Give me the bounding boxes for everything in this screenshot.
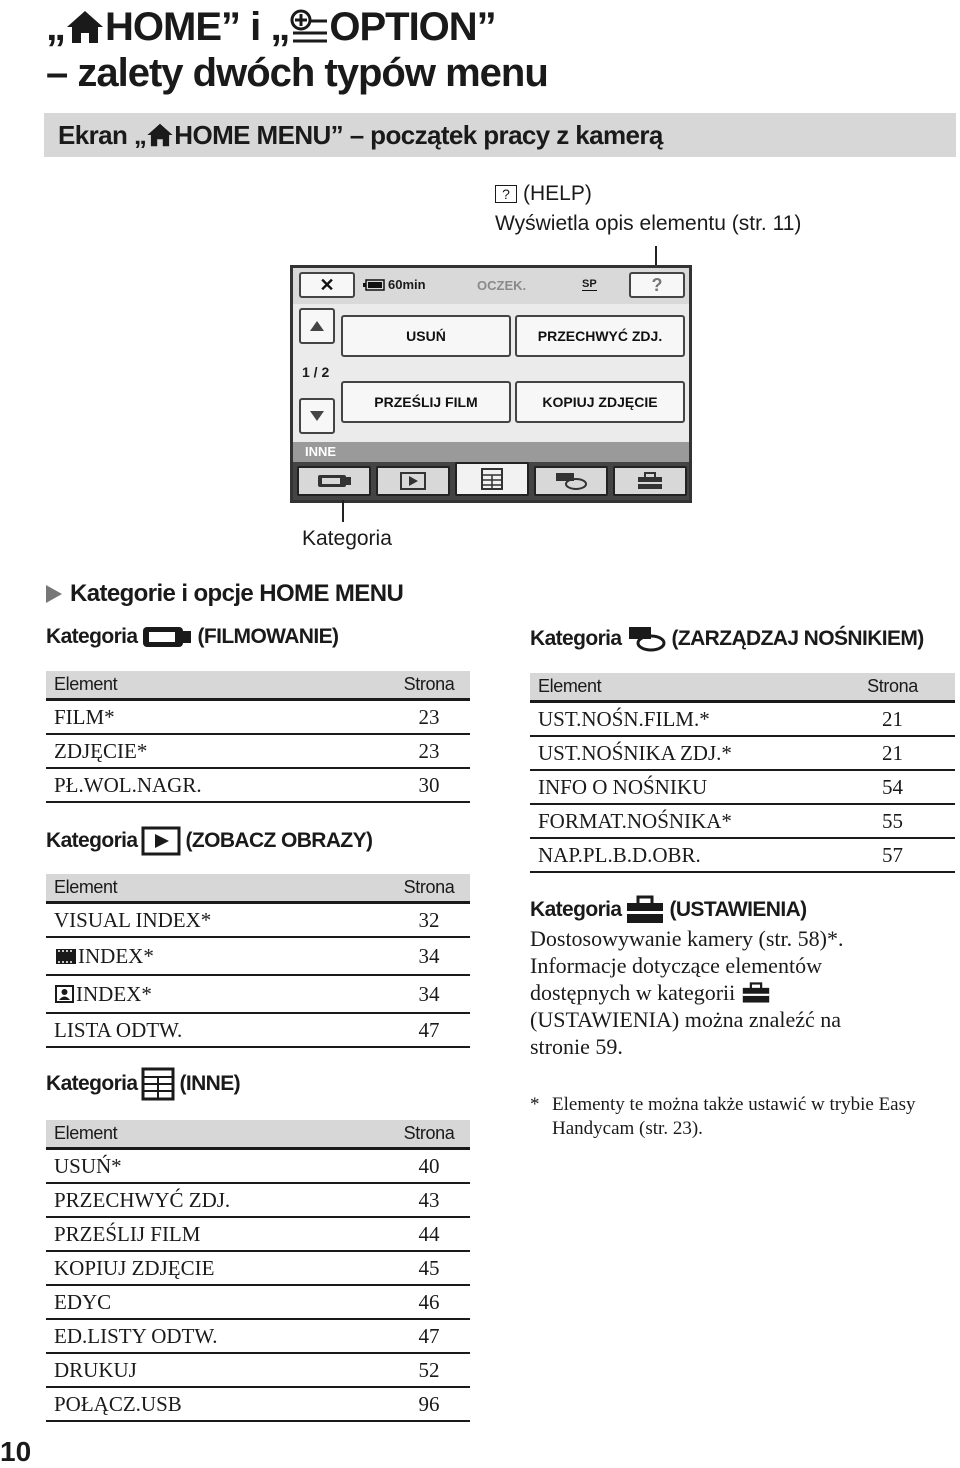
table-row: [46, 1320, 470, 1354]
row-item: ED.LISTY ODTW.: [54, 1323, 218, 1348]
arrow-up-icon: [310, 321, 324, 331]
footnote-line: Handycam (str. 23).: [552, 1118, 703, 1139]
table-row: [530, 703, 955, 737]
toolbox-icon: [741, 982, 771, 1004]
row-item: DRUKUJ: [54, 1357, 137, 1382]
table-zobacz: [46, 874, 470, 1048]
table-row: [46, 1286, 470, 1320]
tab-nosnik[interactable]: [534, 466, 608, 496]
table-row: [46, 904, 470, 938]
quality-indicator: SP: [582, 278, 597, 290]
row-page: 46: [418, 1289, 440, 1314]
toolbox-icon: [636, 472, 664, 490]
row-item-with-icon: [46, 944, 388, 969]
scroll-up-button[interactable]: [299, 308, 335, 344]
table-row: [46, 735, 470, 769]
row-item: USUŃ*: [54, 1153, 122, 1178]
table-row: [46, 1184, 470, 1218]
title-quote: „: [46, 5, 65, 49]
category-word: Kategoria: [46, 829, 138, 852]
row-item: POŁĄCZ.USB: [54, 1391, 182, 1416]
row-page: 96: [418, 1391, 440, 1416]
category-word: Kategoria: [46, 1072, 138, 1095]
arrow-down-icon: [310, 411, 324, 421]
table-row: [46, 1150, 470, 1184]
subsection-heading: [46, 580, 403, 608]
row-item: ZDJĘCIE*: [54, 738, 148, 763]
settings-line: dostępnych w kategorii: [530, 980, 736, 1005]
row-item: PRZEŚLIJ FILM: [54, 1221, 201, 1246]
table-header: [46, 874, 470, 904]
settings-line: Informacje dotyczące elementów: [530, 953, 822, 978]
row-page: 23: [418, 738, 440, 763]
footnote: [530, 1093, 955, 1141]
table-row: [46, 1218, 470, 1252]
status-text: OCZEK.: [477, 278, 527, 293]
menu-button-przechwyc[interactable]: PRZECHWYĆ ZDJ.: [515, 315, 685, 357]
other-icon: [481, 468, 503, 490]
row-page: 43: [418, 1187, 440, 1212]
category-bar: INNE: [293, 442, 689, 462]
table-row: [46, 701, 470, 735]
row-item-with-icon: [46, 982, 388, 1007]
table-row: [46, 769, 470, 803]
row-item: INDEX*: [76, 981, 152, 1006]
row-page: 21: [882, 740, 903, 765]
face-icon: [54, 984, 76, 1004]
row-item: FORMAT.NOŚNIKA*: [538, 808, 732, 833]
table-row: [46, 1388, 470, 1422]
media-icon: [625, 625, 667, 653]
help-button[interactable]: ?: [629, 272, 685, 298]
settings-description: [530, 925, 955, 1060]
table-filmowanie: [46, 671, 470, 803]
help-label: (HELP): [523, 182, 592, 205]
category-heading-filmowanie: [46, 624, 338, 650]
home-icon: [146, 122, 174, 148]
row-item: VISUAL INDEX*: [54, 907, 212, 932]
table-header: [530, 673, 955, 703]
table-row: [46, 976, 470, 1014]
section-prefix: Ekran „: [58, 119, 147, 150]
menu-button-kopiuj[interactable]: KOPIUJ ZDJĘCIE: [515, 381, 685, 423]
category-name: (USTAWIENIA): [669, 898, 807, 921]
category-heading-nosnik: [530, 625, 924, 653]
tab-zobacz-obrazy[interactable]: [376, 466, 450, 496]
row-item: FILM*: [54, 704, 115, 729]
settings-line: (USTAWIENIA) można znaleźć na: [530, 1007, 842, 1032]
menu-button-usun[interactable]: USUŃ: [341, 315, 511, 357]
category-heading-inne: [46, 1067, 240, 1101]
category-name: (ZOBACZ OBRAZY): [185, 829, 373, 852]
home-icon: [65, 9, 105, 45]
footnote-mark: *: [530, 1094, 540, 1115]
table-header: [46, 671, 470, 701]
row-item: NAP.PL.B.D.OBR.: [538, 842, 701, 867]
title-line-2: – zalety dwóch typów menu: [46, 51, 548, 95]
title-home-text: HOME” i „: [105, 5, 290, 49]
col-page-header: Strona: [403, 877, 455, 897]
row-item: PRZECHWYĆ ZDJ.: [54, 1187, 231, 1212]
row-page: 57: [882, 842, 903, 867]
table-nosnik: [530, 673, 955, 873]
category-word: Kategoria: [530, 627, 622, 650]
category-name: (FILMOWANIE): [197, 625, 339, 648]
category-heading-ustawienia: [530, 895, 807, 925]
option-icon: [289, 9, 329, 45]
help-annotation: [495, 182, 592, 206]
col-page-header: Strona: [867, 676, 918, 696]
category-heading-zobacz: [46, 826, 372, 856]
row-item: UST.NOŚNIKA ZDJ.*: [538, 740, 732, 765]
section-header: [44, 113, 956, 157]
table-row: [46, 938, 470, 976]
category-label: Kategoria: [302, 527, 392, 550]
settings-line-with-icon: [530, 979, 955, 1006]
page-number: 10: [0, 1436, 32, 1467]
category-name: (ZARZĄDZAJ NOŚNIKIEM): [671, 627, 924, 650]
category-callout-line: [342, 500, 344, 522]
close-button[interactable]: ✕: [299, 272, 355, 298]
row-page: 30: [418, 772, 440, 797]
row-page: 47: [418, 1017, 440, 1042]
title-option-text: OPTION”: [329, 5, 496, 49]
row-page: 55: [882, 808, 903, 833]
row-page: 34: [418, 943, 440, 968]
page-title: [46, 4, 548, 96]
play-icon: [141, 826, 181, 856]
media-icon: [554, 471, 588, 491]
help-icon: ?: [495, 185, 517, 203]
row-item: LISTA ODTW.: [54, 1017, 183, 1042]
row-page: 23: [418, 704, 440, 729]
row-page: 32: [418, 907, 440, 932]
menu-button-przeslij[interactable]: PRZEŚLIJ FILM: [341, 381, 511, 423]
row-page: 45: [418, 1255, 440, 1280]
category-tabs: [293, 462, 689, 500]
row-page: 47: [418, 1323, 440, 1348]
row-item: INFO O NOŚNIKU: [538, 774, 708, 799]
table-row: [46, 1014, 470, 1048]
row-item: INDEX*: [78, 943, 154, 968]
row-page: 21: [882, 706, 903, 731]
table-row: [46, 1252, 470, 1286]
battery-icon: [363, 279, 385, 291]
col-element-header: Element: [54, 1123, 118, 1143]
tab-ustawienia[interactable]: [613, 466, 687, 496]
subsection-text: Kategorie i opcje HOME MENU: [70, 580, 404, 607]
tab-filmowanie[interactable]: [297, 466, 371, 496]
col-element-header: Element: [54, 877, 118, 897]
help-description: Wyświetla opis elementu (str. 11): [495, 212, 802, 235]
row-item: EDYC: [54, 1289, 112, 1314]
row-page: 52: [418, 1357, 440, 1382]
scroll-down-button[interactable]: [299, 398, 335, 434]
category-word: Kategoria: [46, 625, 138, 648]
other-icon: [141, 1067, 175, 1101]
category-word: Kategoria: [530, 898, 622, 921]
tab-inne[interactable]: [455, 462, 529, 496]
row-page: 34: [418, 981, 440, 1006]
camera-home-menu-screen: [290, 265, 692, 503]
row-page: 54: [882, 774, 903, 799]
page-indicator: 1 / 2: [302, 364, 330, 380]
row-item: UST.NOŚN.FILM.*: [538, 706, 710, 731]
camera-icon: [141, 624, 193, 650]
play-icon: [400, 472, 426, 490]
row-page: 40: [418, 1153, 440, 1178]
col-element-header: Element: [538, 676, 602, 696]
footnote-line: Elementy te można także ustawić w trybie Easy: [552, 1094, 916, 1115]
table-row: [530, 771, 955, 805]
table-row: [530, 737, 955, 771]
row-page: 44: [418, 1221, 440, 1246]
col-page-header: Strona: [403, 674, 455, 694]
camera-icon: [316, 473, 352, 489]
table-row: [530, 805, 955, 839]
row-item: PŁ.WOL.NAGR.: [54, 772, 202, 797]
table-row: [46, 1354, 470, 1388]
category-name: (INNE): [179, 1072, 241, 1095]
triangle-bullet-icon: [46, 585, 62, 603]
toolbox-icon: [625, 895, 665, 925]
settings-line: stronie 59.: [530, 1034, 623, 1059]
section-suffix: HOME MENU” – początek pracy z kamerą: [174, 119, 663, 150]
table-inne: [46, 1120, 470, 1422]
battery-indicator: [363, 277, 426, 292]
col-element-header: Element: [54, 674, 118, 694]
row-item: KOPIUJ ZDJĘCIE: [54, 1255, 215, 1280]
table-row: [530, 839, 955, 873]
col-page-header: Strona: [403, 1123, 455, 1143]
film-roll-icon: [54, 946, 78, 966]
settings-line: Dostosowywanie kamery (str. 58)*.: [530, 926, 844, 951]
table-header: [46, 1120, 470, 1150]
battery-text: 60min: [388, 277, 426, 292]
